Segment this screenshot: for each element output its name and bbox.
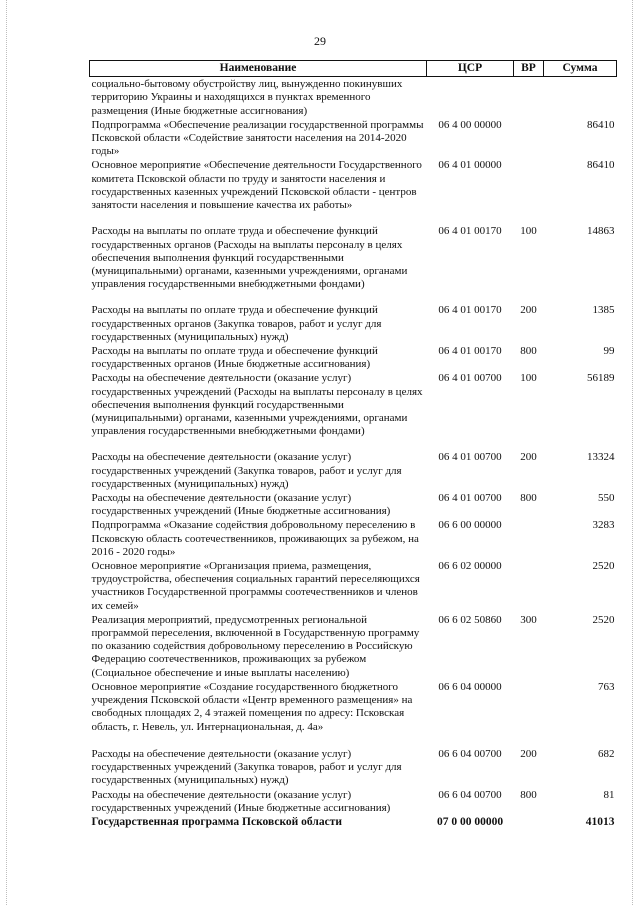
header-sum: Сумма — [544, 61, 617, 77]
row-sum: 41013 — [585, 815, 615, 828]
right-margin-line — [632, 0, 634, 905]
row-name: Основное мероприятие «Создание государственного бюджетного учреждения Псковской области «Центр временного размещения» на свободных площадях 2, 4 этажей помещения по адресу: Псковская область, г. Невель, ул. Интернациональная, д. 4а» — [91, 680, 413, 733]
budget-table — [89, 60, 617, 829]
row-vr — [514, 680, 544, 747]
row-sum: 86410 — [587, 118, 615, 131]
row-vr — [514, 518, 544, 559]
row-csr: 06 6 04 00000 — [438, 680, 502, 693]
table-row — [90, 680, 617, 747]
row-sum: 14863 — [587, 225, 615, 238]
table-row — [90, 158, 617, 224]
row-sum: 81 — [603, 788, 615, 801]
row-vr: 200 — [520, 304, 537, 317]
row-csr: 06 6 02 50860 — [438, 613, 502, 626]
row-csr — [427, 77, 514, 118]
row-sum: 13324 — [587, 451, 615, 464]
row-name: Государственная программа Псковской области — [91, 815, 342, 828]
page-number: 29 — [314, 34, 326, 48]
table-row — [90, 77, 617, 118]
row-sum: 56189 — [587, 372, 615, 385]
row-sum: 682 — [598, 747, 615, 760]
row-vr — [514, 559, 544, 613]
row-name: Расходы на выплаты по оплате труда и обеспечение функций государственных органов (Закупка товаров, работ и услуг для государственных (муниципальных) нужд) — [91, 304, 382, 343]
row-name: Реализация мероприятий, предусмотренных региональной программой переселения, включенной в Государственную программу по оказанию содействия добровольному переселению в Российскую Федерацию соотечественников, проживающих за рубежом (Социальное обеспечение и иные выплаты населению) — [91, 613, 420, 679]
table-row — [90, 224, 617, 303]
row-vr: 800 — [520, 492, 537, 505]
row-sum: 1385 — [592, 304, 615, 317]
row-vr: 800 — [520, 788, 537, 801]
row-csr: 06 4 00 00000 — [438, 118, 502, 131]
row-vr: 200 — [520, 747, 537, 760]
header-csr: ЦСР — [427, 61, 514, 77]
row-csr: 06 4 01 00170 — [438, 225, 502, 238]
table-row — [90, 815, 617, 829]
table-row — [90, 491, 617, 518]
row-sum: 86410 — [587, 159, 615, 172]
row-csr: 06 4 01 00170 — [438, 304, 502, 317]
row-sum: 3283 — [592, 519, 615, 532]
row-sum: 763 — [598, 680, 615, 693]
table-header-row — [90, 61, 617, 77]
table-row — [90, 303, 617, 344]
row-vr — [514, 77, 544, 118]
row-name: Расходы на выплаты по оплате труда и обеспечение функций государственных органов (Расходы на выплаты персоналу в целях обеспечения выполнения функций государственными (муниципальными) органами, казенными учреждениями, органами управления государственными внебюджетными фондами) — [91, 225, 408, 291]
row-csr: 06 6 04 00700 — [438, 788, 502, 801]
row-vr: 200 — [520, 451, 537, 464]
row-csr: 06 4 01 00700 — [438, 492, 502, 505]
row-name: Расходы на обеспечение деятельности (оказание услуг) государственных учреждений (Иные бюджетные ассигнования) — [91, 492, 391, 518]
row-sum: 99 — [603, 345, 615, 358]
table-row — [90, 747, 617, 788]
header-name: Наименование — [90, 61, 427, 77]
row-vr: 800 — [520, 345, 537, 358]
table-row — [90, 118, 617, 159]
table-row — [90, 788, 617, 815]
row-vr: 300 — [520, 613, 537, 626]
row-name: Расходы на выплаты по оплате труда и обеспечение функций государственных органов (Иные бюджетные ассигнования) — [91, 345, 378, 371]
row-vr — [514, 158, 544, 224]
row-name: Расходы на обеспечение деятельности (оказание услуг) государственных учреждений (Закупка товаров, работ и услуг для государственных (муниципальных) нужд) — [91, 747, 402, 787]
row-name: Подпрограмма «Обеспечение реализации государственной программы Псковской области «Содействие занятости населения на 2014-2020 годы» — [91, 118, 424, 158]
row-name: Основное мероприятие «Обеспечение деятельности Государственного комитета Псковской области по труду и занятости населения и государственных казенных учреждений Псковской области - центров занятости населения и повышение качества их работы» — [91, 159, 422, 212]
table-row — [90, 613, 617, 680]
row-name: Подпрограмма «Оказание содействия добровольному переселению в Псковскую область соотечественников, проживающих за рубежом, на 2016 - 2020 годы» — [91, 519, 419, 558]
row-csr: 06 6 00 00000 — [438, 519, 502, 532]
row-csr: 06 4 01 00000 — [438, 159, 502, 172]
left-margin-line — [6, 0, 8, 905]
row-vr — [514, 118, 544, 159]
row-sum: 2520 — [592, 560, 615, 573]
row-name: Расходы на обеспечение деятельности (оказание услуг) государственных учреждений (Иные бюджетные ассигнования) — [91, 788, 391, 814]
row-sum: 2520 — [592, 613, 615, 626]
row-name: Расходы на обеспечение деятельности (оказание услуг) государственных учреждений (Расходы на выплаты персоналу в целях обеспечения выполнения функций государственными (муниципальными) органами, казенными учреждениями, органами управления государственными внебюджетными фондами) — [91, 372, 423, 438]
table-row — [90, 518, 617, 559]
table-row — [90, 450, 617, 491]
row-csr: 07 0 00 00000 — [436, 815, 504, 828]
row-csr: 06 4 01 00170 — [438, 345, 502, 358]
row-csr: 06 6 02 00000 — [438, 560, 502, 573]
table-row — [90, 344, 617, 371]
table-row — [90, 371, 617, 450]
row-name: социально-бытовому обустройству лиц, вынужденно покинувших территорию Украины и находящихся в пунктах временного размещения (Иные бюджетные ассигнования) — [91, 78, 403, 117]
header-vr: ВР — [514, 61, 544, 77]
row-name: Расходы на обеспечение деятельности (оказание услуг) государственных учреждений (Закупка товаров, работ и услуг для государственных (муниципальных) нужд) — [91, 451, 402, 490]
row-csr: 06 4 01 00700 — [438, 451, 502, 464]
row-sum — [544, 77, 617, 118]
row-vr: 100 — [520, 372, 537, 385]
row-vr — [514, 815, 544, 829]
row-name: Основное мероприятие «Организация приема, размещения, трудоустройства, обеспечения социальных гарантий переселяющихся участников Государственной программы соотечественников и членов их семей» — [91, 560, 420, 612]
row-csr: 06 6 04 00700 — [438, 747, 502, 760]
row-vr: 100 — [520, 225, 537, 238]
row-sum: 550 — [598, 492, 615, 505]
table-row — [90, 559, 617, 613]
row-csr: 06 4 01 00700 — [438, 372, 502, 385]
